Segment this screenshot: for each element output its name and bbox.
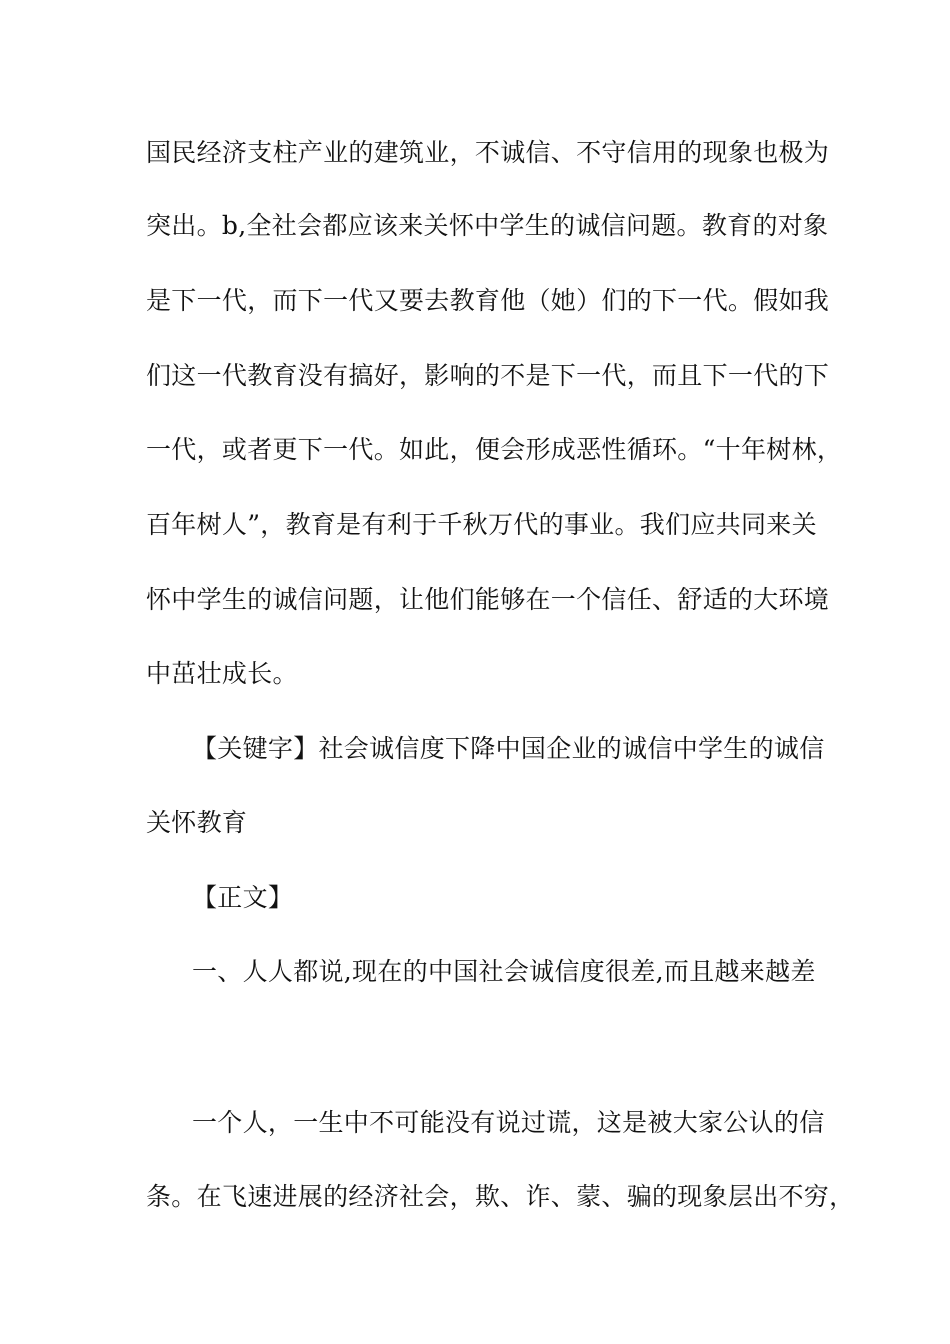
paragraph-line: 国民经济支柱产业的建筑业，不诚信、不守信用的现象也极为	[146, 138, 830, 167]
keywords-line: 关怀教育	[146, 808, 248, 837]
section-heading: 一、人人都说,现在的中国社会诚信度很差,而且越来越差	[192, 957, 816, 986]
paragraph-line: 一代，或者更下一代。如此，便会形成恶性循环。“十年树林，	[146, 435, 843, 464]
paragraph-line: 是下一代，而下一代又要去教育他（她）们的下一代。假如我	[146, 286, 830, 315]
section-heading: 【正文】	[192, 883, 294, 912]
paragraph-line: 一个人，一生中不可能没有说过谎，这是被大家公认的信	[192, 1108, 825, 1137]
paragraph-line: 中茁壮成长。	[146, 659, 298, 688]
paragraph-line: 们这一代教育没有搞好，影响的不是下一代，而且下一代的下	[146, 361, 830, 390]
paragraph-line: 条。在飞速进展的经济社会，欺、诈、蒙、骗的现象层出不穷，	[146, 1182, 855, 1211]
paragraph-line: 突出。b,全社会都应该来关怀中学生的诚信问题。教育的对象	[146, 211, 829, 240]
paragraph-line: 怀中学生的诚信问题，让他们能够在一个信任、舒适的大环境	[146, 585, 830, 614]
keywords-line: 【关键字】社会诚信度下降中国企业的诚信中学生的诚信	[192, 734, 825, 763]
paragraph-line: 百年树人”，教育是有利于千秋万代的事业。我们应共同来关	[146, 510, 817, 539]
